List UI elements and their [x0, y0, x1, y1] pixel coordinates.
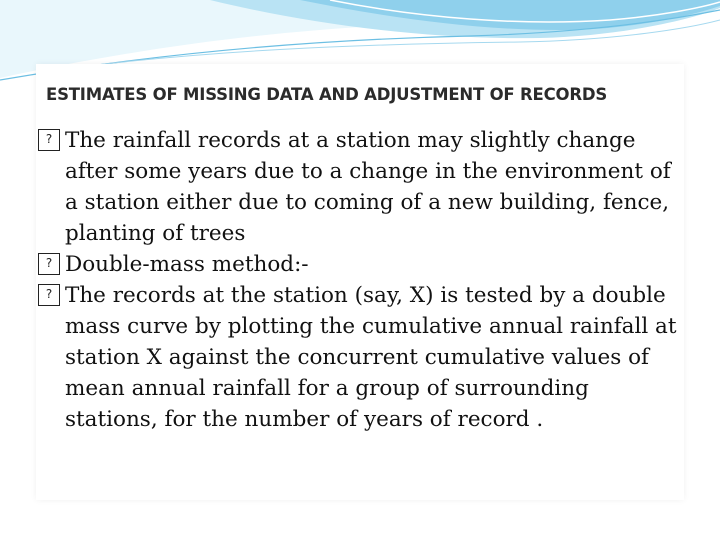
- bullet-text: The records at the station (say, X) is tested by a double mass curve by plotting the cumulative annual rainfall at station X against the concurrent cumulative values of mean annual rainfall for a group of surrounding stations, for the number of years of record .: [65, 283, 677, 432]
- bullet-item: [38, 125, 688, 249]
- missing-glyph-box-icon: [38, 253, 60, 275]
- bullet-text: The rainfall records at a station may slightly change after some years due to a change in the environment of a station either due to coming of a new building, fence, planting of trees: [65, 128, 671, 246]
- bullet-item: [38, 280, 688, 435]
- missing-glyph-box-icon: [38, 284, 60, 306]
- bullet-item: [38, 249, 688, 280]
- bullet-list: [38, 125, 688, 435]
- missing-glyph-box-icon: [38, 129, 60, 151]
- slide-title: ESTIMATES OF MISSING DATA AND ADJUSTMENT OF RECORDS: [46, 85, 608, 104]
- bullet-text: Double-mass method:-: [65, 252, 309, 277]
